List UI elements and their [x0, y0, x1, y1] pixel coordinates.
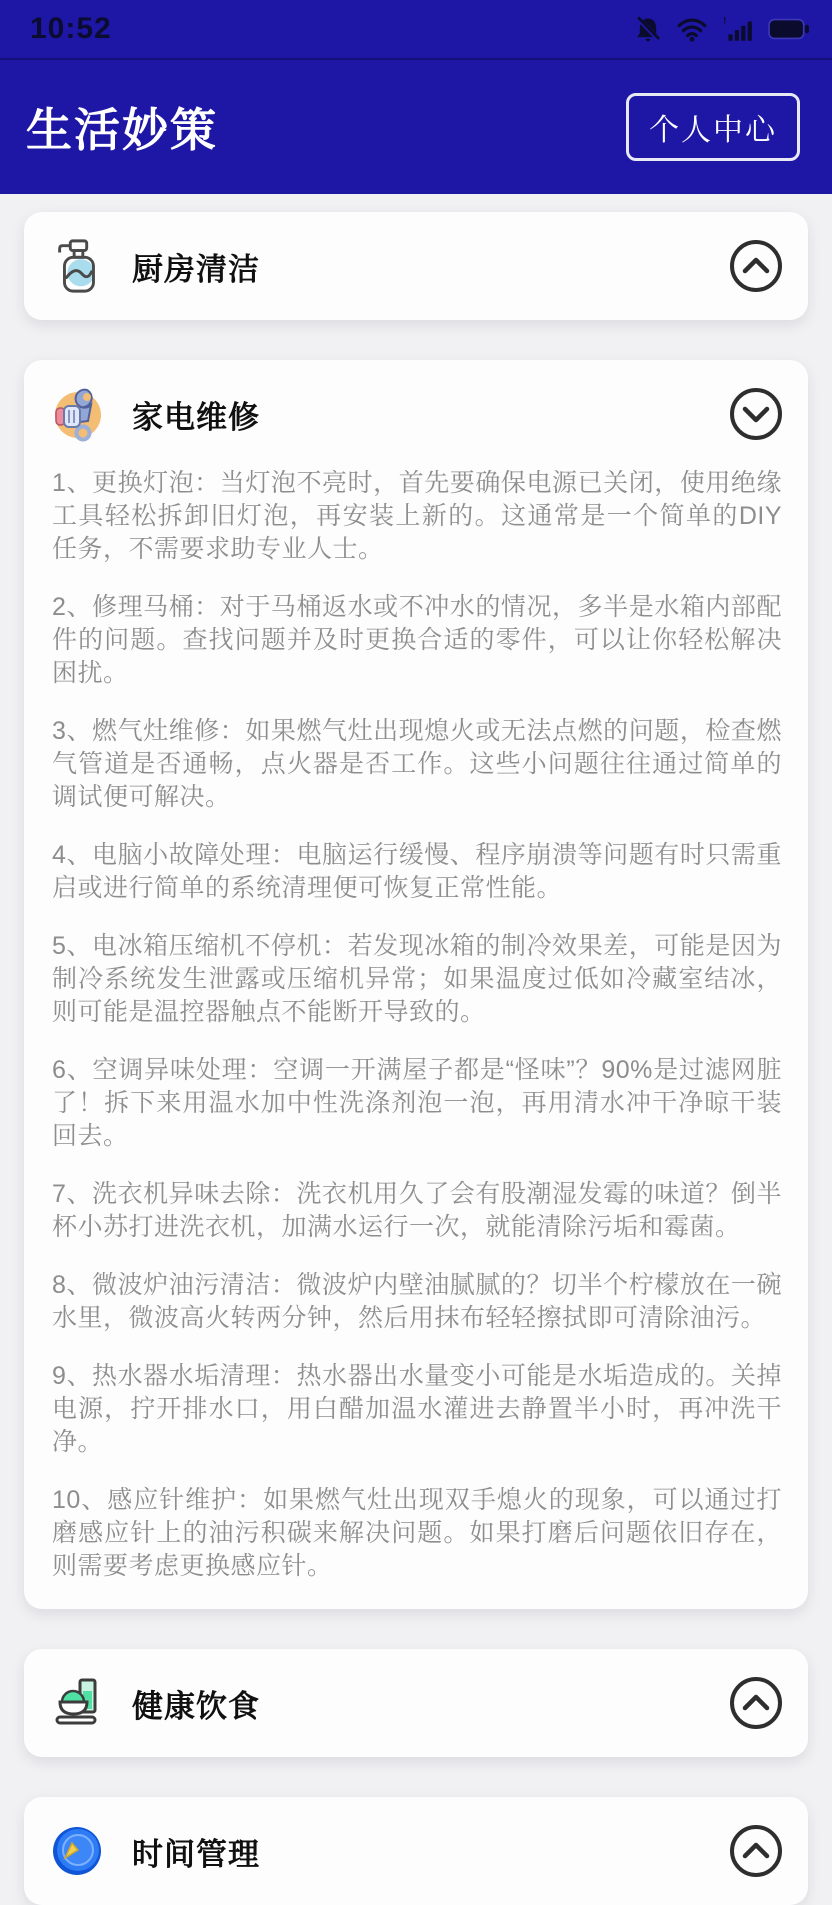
tips-content: [52, 467, 784, 1583]
section-title: 厨房清洁: [132, 251, 260, 287]
tip-item: 9、热水器水垢清理：热水器出水量变小可能是水垢造成的。关掉电源，拧开排水口，用白醋加温水灌进去静置半小时，再冲洗干净。: [52, 1362, 782, 1456]
chevron-up-icon[interactable]: [728, 1823, 784, 1879]
section-header-appliance-repair[interactable]: [52, 386, 784, 442]
section-title: 家电维修: [132, 399, 260, 435]
soap-bottle-icon: [52, 238, 104, 294]
tip-item: 1、更换灯泡：当灯泡不亮时，首先要确保电源已关闭，使用绝缘工具轻松拆卸旧灯泡，再安装上新的。这通常是一个简单的DIY任务，不需要求助专业人士。: [52, 469, 782, 563]
app-header: [0, 60, 832, 194]
page-title: 生活妙策: [26, 104, 218, 156]
section-header-healthy-diet[interactable]: [52, 1675, 784, 1731]
tip-item: 5、电冰箱压缩机不停机：若发现冰箱的制冷效果差，可能是因为制冷系统发生泄露或压缩机异常；如果温度过低如冷藏室结冰，则可能是温控器触点不能断开导致的。: [52, 932, 782, 1026]
chevron-down-icon[interactable]: [728, 386, 784, 442]
profile-center-button[interactable]: 个人中心: [626, 93, 800, 161]
tips-list: [0, 194, 832, 1905]
section-title: 时间管理: [132, 1836, 260, 1872]
tip-item: 2、修理马桶：对于马桶返水或不冲水的情况，多半是水箱内部配件的问题。查找问题并及时更换合适的零件，可以让你轻松解决困扰。: [52, 593, 782, 687]
battery-icon: [768, 16, 810, 42]
section-card-appliance-repair: [24, 360, 808, 1609]
healthy-food-icon: [52, 1675, 104, 1731]
status-bar: [0, 0, 832, 60]
tip-item: 6、空调异味处理：空调一开满屋子都是“怪味”？90%是过滤网脏了！拆下来用温水加中性洗涤剂泡一泡，再用清水冲干净晾干装回去。: [52, 1056, 782, 1150]
signal-bars-icon: [722, 15, 754, 43]
tip-item: 8、微波炉油污清洁：微波炉内壁油腻腻的？切半个柠檬放在一碗水里，微波高火转两分钟，然后用抹布轻轻擦拭即可清除油污。: [52, 1271, 782, 1332]
chevron-up-icon[interactable]: [728, 1675, 784, 1731]
time-clock-icon: [52, 1823, 104, 1879]
tip-item: 10、感应针维护：如果燃气灶出现双手熄火的现象，可以通过打磨感应针上的油污积碳来解决问题。如果打磨后问题依旧存在，则需要考虑更换感应针。: [52, 1486, 782, 1580]
repair-tools-icon: [52, 386, 104, 442]
tip-item: 3、燃气灶维修：如果燃气灶出现熄火或无法点燃的问题，检查燃气管道是否通畅，点火器是否工作。这些小问题往往通过简单的调试便可解决。: [52, 717, 782, 811]
chevron-up-icon[interactable]: [728, 238, 784, 294]
section-card-healthy-diet: [24, 1649, 808, 1757]
section-header-time-management[interactable]: [52, 1823, 784, 1879]
clock-text: 10:52: [30, 12, 112, 45]
section-card-time-management: [24, 1797, 808, 1905]
wifi-icon: [676, 16, 708, 42]
tip-item: 4、电脑小故障处理：电脑运行缓慢、程序崩溃等问题有时只需重启或进行简单的系统清理便可恢复正常性能。: [52, 841, 782, 902]
mute-bell-icon: [634, 15, 662, 43]
tip-item: 7、洗衣机异味去除：洗衣机用久了会有股潮湿发霉的味道？倒半杯小苏打进洗衣机，加满水运行一次，就能清除污垢和霉菌。: [52, 1180, 782, 1241]
status-icons: [634, 15, 810, 43]
section-title: 健康饮食: [132, 1688, 260, 1724]
section-card-kitchen-cleaning: [24, 212, 808, 320]
svg-text:!: !: [723, 15, 727, 27]
section-header-kitchen-cleaning[interactable]: [52, 238, 784, 294]
